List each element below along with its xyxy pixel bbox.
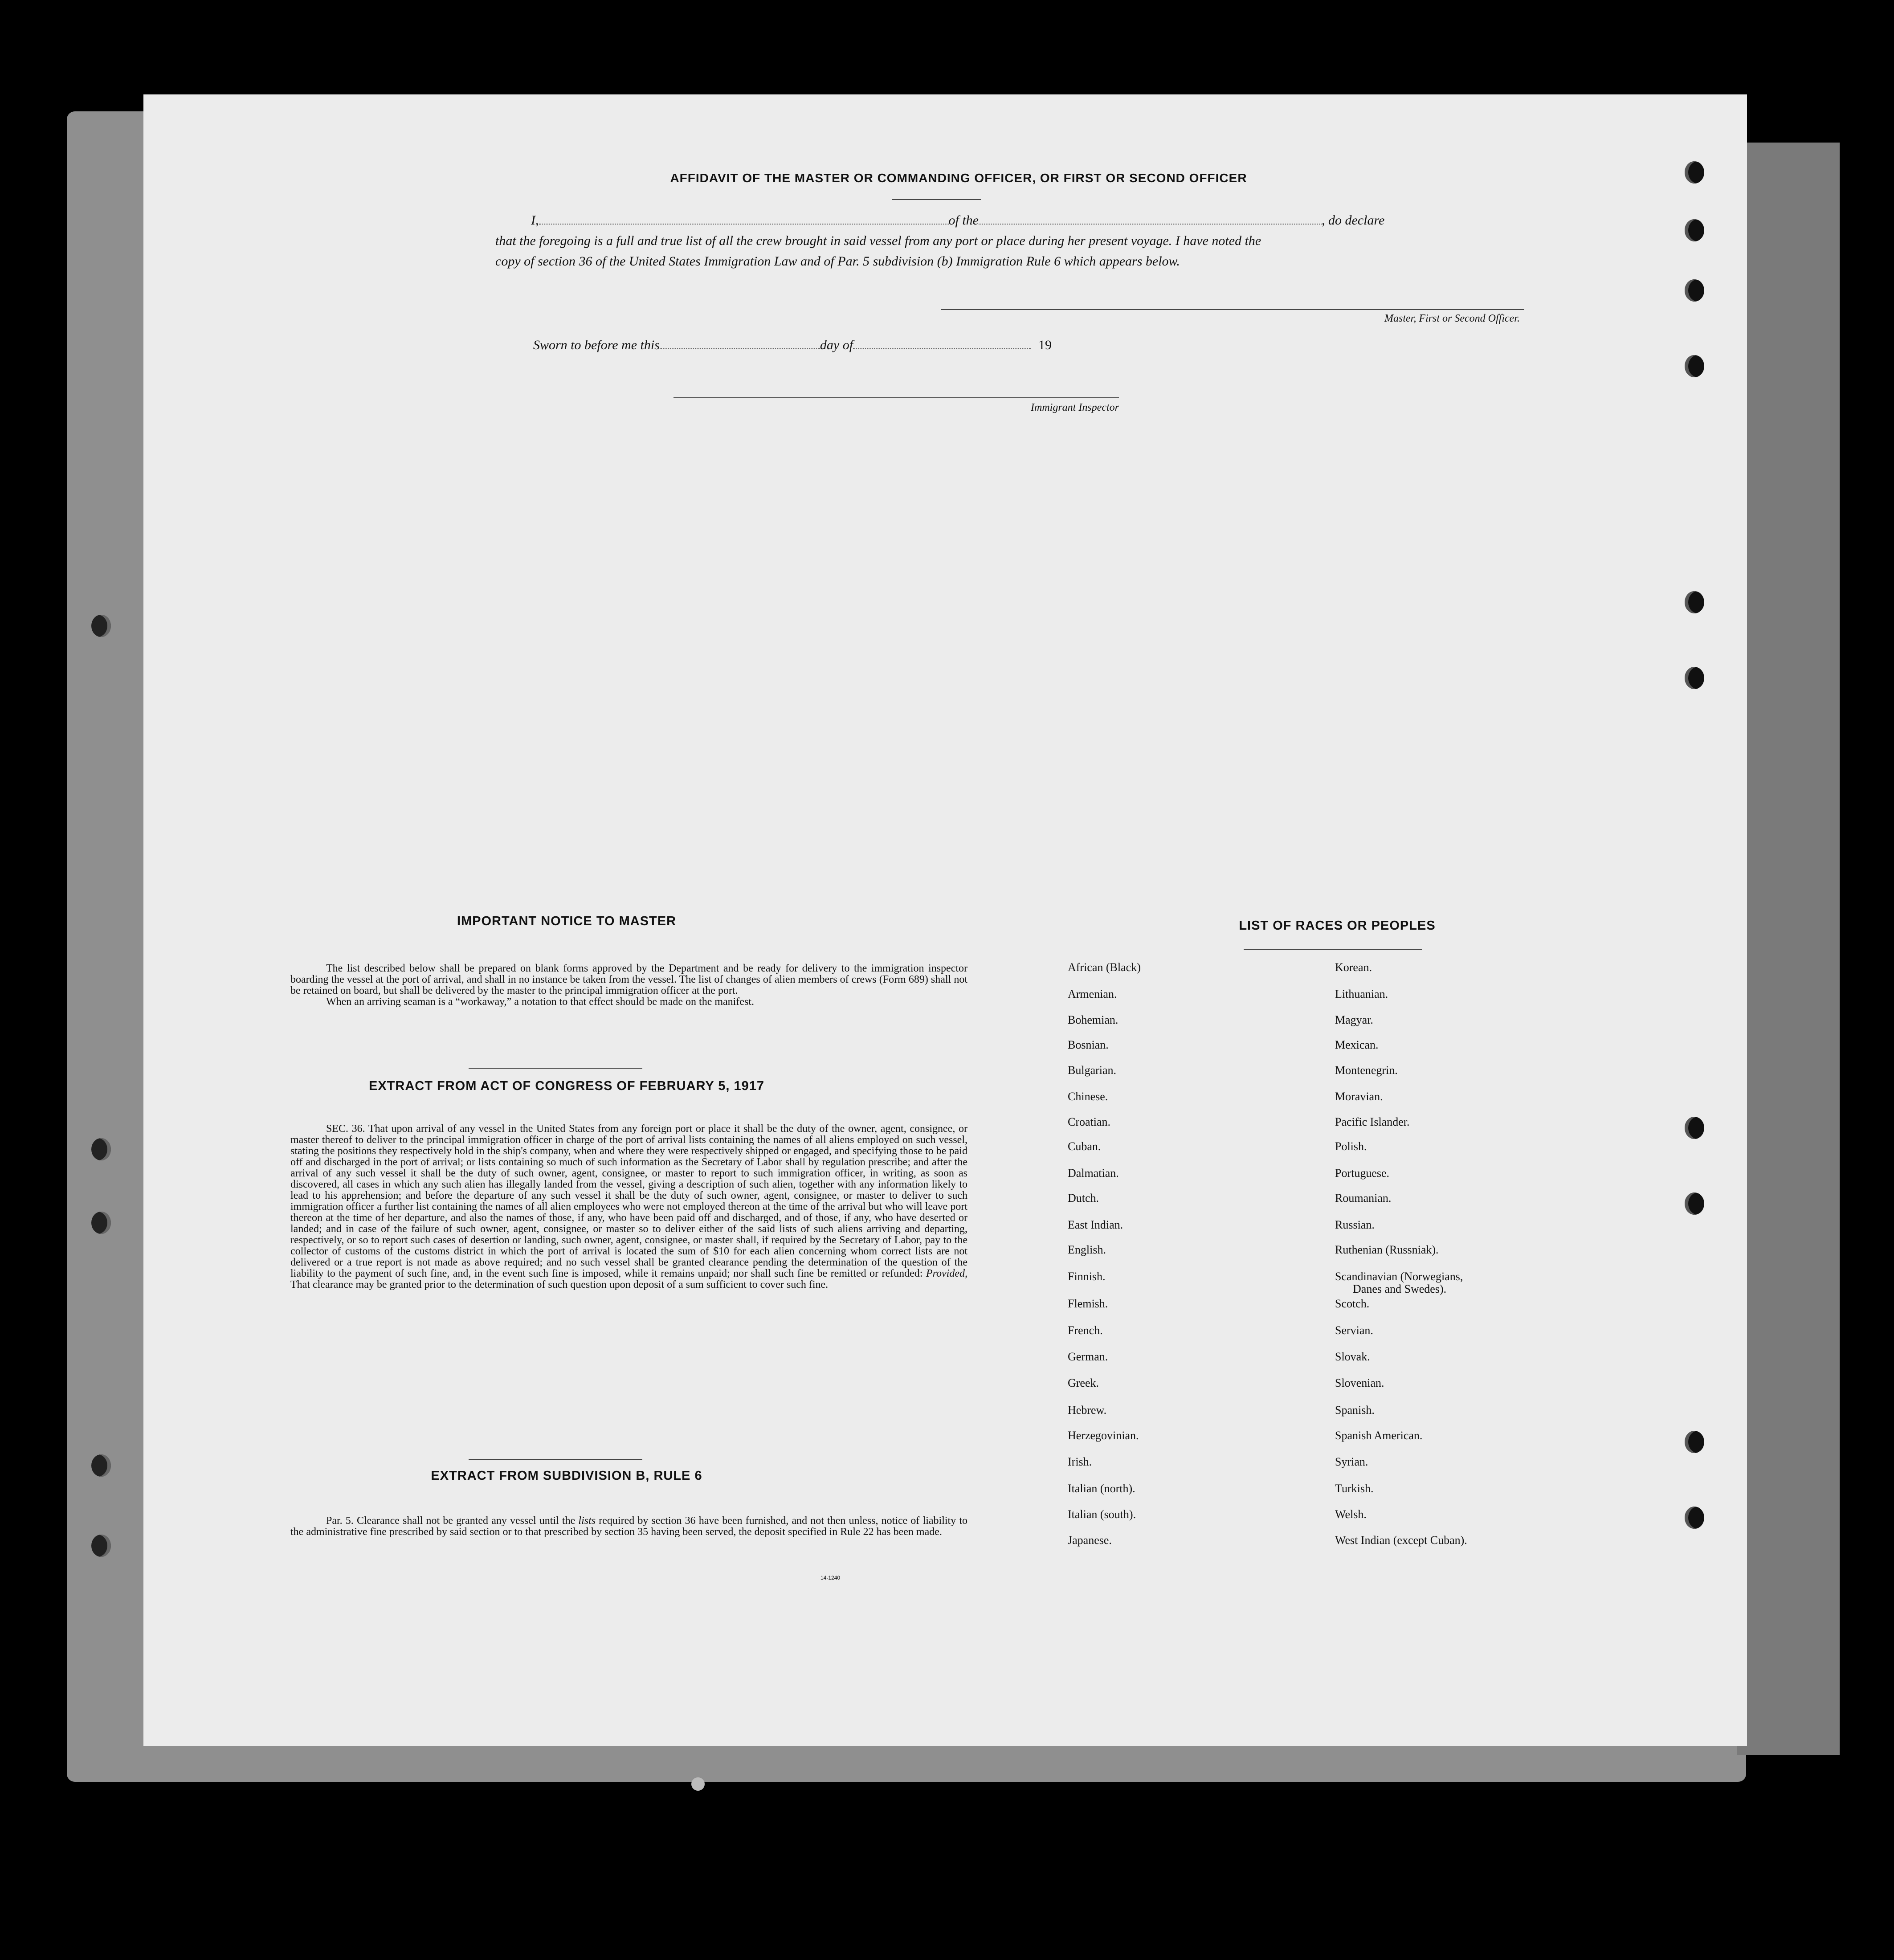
extract-act-text: SEC. 36. That upon arrival of any vessel in the United States from any foreign port or place it shall be the duty of the owner, agent, consignee, or master thereof to deliver to the principal immigration officer in charge of the port of arrival lists containing the names of all aliens employed on such vessel, stating the positions they respectively hold in the ship's company, when and where they were respectively shipped or engaged, and specifying those to be paid off and discharged in the port of arrival; or lists containing so much of such information as the Secretary of Labor shall by regulation prescribe; and after the arrival of any such vessel it shall be the duty of such owner, agent, consignee, or master to report to such immigration officer, in writing, as soon as discovered, all cases in which any such alien has illegally landed from the vessel, giving a description of such alien, together with any information likely to lead to his apprehension; and before the departure of any such vessel it shall be the duty of such owner, agent, consignee, or master to deliver to such immigration officer a further list containing the names of all alien employees who were not employed thereon at the time of the arrival but who will leave port thereon at the time of her departure, and also the names of those, if any, who have been paid off and discharged, and of those, if any, who have deserted or landed; and in case of the failure of such owner, agent, consignee, or master so to deliver either of the said lists of such aliens arriving and departing, respectively, or so to report such cases of desertion or landing, such owner, agent, consignee, or master shall, if required by the Secretary of Labor, pay to the collector of customs of the customs district in which the port of arrival is located the sum of $10 for each alien concerning whom correct lists are not delivered or a true report is not made as above required; and no such vessel shall be granted clearance pending the determination of the question of the liability to the payment of such fine, and, in the event such fine is imposed, while it remains unpaid; nor shall such fine be remitted or refunded: [290, 1123, 967, 1279]
extract-act-body [290, 1123, 967, 1290]
binder-hole [1685, 219, 1704, 241]
race-item: Montenegrin. [1335, 1064, 1398, 1077]
race-item-continuation: Danes and Swedes). [1353, 1282, 1447, 1295]
notice-paragraph-2: When an arriving seaman is a “workaway,” a notation to that effect should be made on the manifest. [326, 996, 754, 1008]
extract-rule-text-a: Par. 5. Clearance shall not be granted any vessel until the [326, 1515, 576, 1527]
race-item: Greek. [1068, 1376, 1099, 1389]
race-item: Finnish. [1068, 1270, 1106, 1283]
race-item: Welsh. [1335, 1508, 1367, 1521]
sworn-day-field[interactable] [660, 348, 820, 349]
races-column-2 [1335, 961, 1647, 1584]
inspector-signature-line[interactable] [674, 397, 1119, 398]
declaration-line-3: copy of section 36 of the United States Immigration Law and of Par. 5 subdivision (b) Immigration Rule 6 which appears below. [495, 254, 1180, 269]
master-signature-line[interactable] [941, 309, 1524, 310]
race-item: German. [1068, 1350, 1108, 1363]
binder-hole [1685, 161, 1704, 184]
race-item: Cuban. [1068, 1140, 1101, 1153]
extract-act-text-end: That clearance may be granted prior to the determination of such question upon deposit of a sum sufficient to cover such fine. [290, 1279, 829, 1290]
race-item: Roumanian. [1335, 1192, 1392, 1205]
race-item: Scandinavian (Norwegians, [1335, 1270, 1463, 1283]
vessel-field[interactable] [979, 223, 1322, 225]
extract-act-title: EXTRACT FROM ACT OF CONGRESS OF FEBRUARY 5, 1917 [368, 1079, 765, 1093]
master-caption: Master, First or Second Officer. [1384, 313, 1520, 324]
race-item: West Indian (except Cuban). [1335, 1534, 1467, 1547]
year-label: 19 [1038, 338, 1052, 352]
notice-title: IMPORTANT NOTICE TO MASTER [457, 914, 677, 928]
race-item: African (Black) [1068, 961, 1141, 974]
extract-rule-body [290, 1515, 967, 1538]
grommet [691, 1777, 705, 1791]
name-field[interactable] [539, 223, 949, 225]
race-item: Korean. [1335, 961, 1372, 974]
race-item: Herzegovinian. [1068, 1429, 1139, 1442]
form-number: 14-1240 [820, 1575, 841, 1581]
binder-hole [1685, 355, 1704, 377]
race-item: Italian (south). [1068, 1508, 1136, 1521]
race-item: Dalmatian. [1068, 1167, 1119, 1180]
race-item: Hebrew. [1068, 1404, 1107, 1417]
binder-hole [1685, 1431, 1704, 1453]
notice-paragraph-1: The list described below shall be prepared on blank forms approved by the Department and be ready for delivery to the immigration inspector boarding the vessel at the port of arrival, and shall in no instance be taken from the vessel. The list of changes of alien members of crews (Form 689) shall not be retained on board, but shall be delivered by the master to the principal immigration officer at the port. [290, 963, 967, 996]
race-item: Mexican. [1335, 1038, 1379, 1051]
race-item: Croatian. [1068, 1115, 1111, 1128]
race-item: Syrian. [1335, 1455, 1368, 1468]
inspector-caption: Immigrant Inspector [1031, 402, 1119, 413]
declarant-i: I, [531, 213, 539, 228]
binder-hole [91, 1454, 111, 1477]
binder-hole [1685, 279, 1704, 302]
extract-rule-divider [469, 1459, 642, 1460]
race-item: Bohemian. [1068, 1013, 1118, 1026]
binder-hole [91, 1212, 111, 1234]
extract-rule-text-b: required by section 36 have been furnished, and not then unless, notice of liability to the administrative fine prescribed by said section or to that prescribed by section 35 having been served, the deposit specified in Rule 22 has been made. [290, 1515, 968, 1538]
race-item: Lithuanian. [1335, 988, 1388, 1000]
race-item: Slovenian. [1335, 1376, 1384, 1389]
lists-word: lists [578, 1515, 596, 1527]
notice-rule [469, 1068, 642, 1069]
binder-hole [1685, 1117, 1704, 1139]
of-the-label: of the [948, 213, 979, 228]
race-item: Ruthenian (Russniak). [1335, 1243, 1439, 1256]
races-rule [1244, 949, 1422, 950]
race-item: Bosnian. [1068, 1038, 1109, 1051]
race-item: Pacific Islander. [1335, 1115, 1410, 1128]
title-rule [892, 199, 981, 200]
race-item: East Indian. [1068, 1218, 1123, 1231]
race-item: Portuguese. [1335, 1167, 1390, 1180]
binder-hole [1685, 591, 1704, 613]
affidavit-title: AFFIDAVIT OF THE MASTER OR COMMANDING OFFICER, OR FIRST OR SECOND OFFICER [670, 171, 1247, 185]
race-item: English. [1068, 1243, 1106, 1256]
extract-rule-title: EXTRACT FROM SUBDIVISION B, RULE 6 [431, 1469, 702, 1483]
race-item: Irish. [1068, 1455, 1092, 1468]
race-item: Moravian. [1335, 1090, 1383, 1103]
race-item: Slovak. [1335, 1350, 1370, 1363]
binder-hole [91, 1535, 111, 1557]
binder-hole [1685, 1507, 1704, 1529]
race-item: Chinese. [1068, 1090, 1108, 1103]
binder-hole [1685, 1192, 1704, 1215]
race-item: French. [1068, 1324, 1103, 1337]
race-item: Spanish American. [1335, 1429, 1423, 1442]
sworn-line [533, 335, 1201, 355]
back-sheet-edge [1737, 143, 1840, 1755]
race-item: Turkish. [1335, 1482, 1374, 1495]
race-item: Dutch. [1068, 1192, 1099, 1205]
race-item: Scotch. [1335, 1297, 1370, 1310]
day-of-label: day of [820, 338, 853, 352]
race-item: Magyar. [1335, 1013, 1373, 1026]
notice-body [290, 963, 967, 1008]
sworn-prefix: Sworn to before me this [533, 338, 660, 352]
sworn-month-field[interactable] [853, 348, 1031, 349]
provided-word: Provided, [926, 1268, 968, 1279]
race-item: Bulgarian. [1068, 1064, 1117, 1077]
race-item: Servian. [1335, 1324, 1373, 1337]
binder-hole [1685, 667, 1704, 689]
race-item: Armenian. [1068, 988, 1117, 1000]
binder-hole [91, 615, 111, 637]
race-item: Japanese. [1068, 1534, 1112, 1547]
declaration-line-2: that the foregoing is a full and true list of all the crew brought in said vessel from any port or place during her present voyage. I have noted the [495, 233, 1261, 248]
race-item: Russian. [1335, 1218, 1375, 1231]
race-item: Italian (north). [1068, 1482, 1135, 1495]
race-item: Polish. [1335, 1140, 1367, 1153]
race-item: Flemish. [1068, 1297, 1108, 1310]
races-column-1 [1068, 961, 1335, 1584]
declaration-line-1 [531, 210, 1524, 231]
races-title: LIST OF RACES OR PEOPLES [1239, 919, 1436, 933]
binder-hole [91, 1138, 111, 1160]
race-item: Spanish. [1335, 1404, 1375, 1417]
manifest-page [143, 94, 1747, 1746]
do-declare-label: , do declare [1322, 213, 1385, 228]
